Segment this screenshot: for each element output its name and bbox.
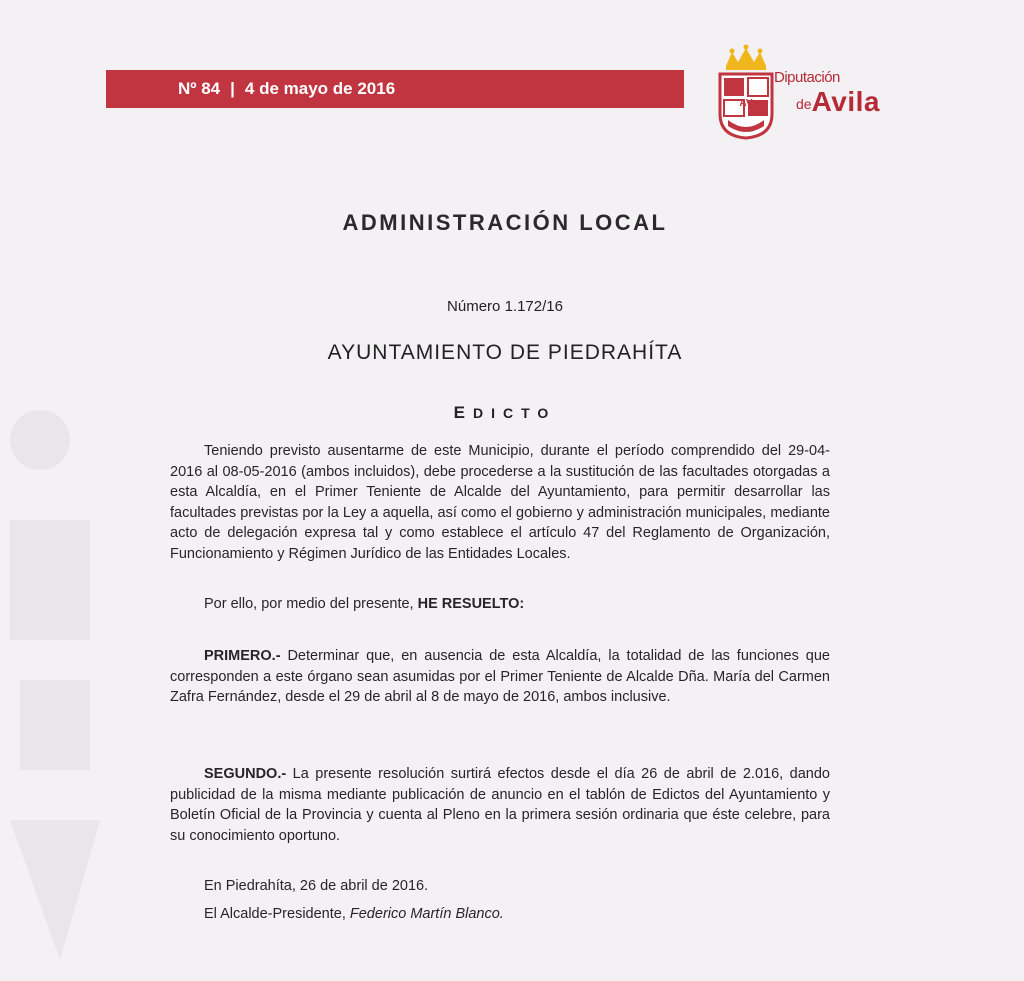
paragraph-primero <box>170 646 830 708</box>
primero-text: Determinar que, en ausencia de esta Alcaldía, la totalidad de las funciones que corresponden a este órgano sean asumidas por el Primer Teniente de Alcalde Dña. María del Carmen Zafra Fernández, desde el 29 de abril al 8 de mayo de 2016, ambos inclusive. <box>170 648 830 705</box>
paragraph-segundo <box>170 764 830 846</box>
edicto-rest: DICTO <box>473 405 557 421</box>
place-date-text: En Piedrahíta, 26 de abril de 2016. <box>204 878 429 894</box>
section-title: ADMINISTRACIÓN LOCAL <box>342 210 668 235</box>
signer-role: El Alcalde-Presidente, <box>204 906 350 922</box>
header-separator: | <box>230 79 235 98</box>
shield-letters: AV <box>739 98 753 109</box>
logo-de: de <box>796 96 812 112</box>
issue-number: Nº 84 <box>178 79 221 98</box>
primero-label: PRIMERO.- <box>204 648 281 664</box>
watermark-shield <box>0 380 120 980</box>
logo-wordmark <box>774 70 880 118</box>
resolution-keyword: HE RESUELTO: <box>417 596 525 612</box>
segundo-text: La presente resolución surtirá efectos desde el día 26 de abril de 2.016, dando publicidad de la misma mediante publicación de anuncio en el tablón de Edictos del Ayuntamiento y Boletín Oficial de la Provincia y cuenta al Pleno en la primera sesión ordinaria que éste celebre, para su conocimiento oportuno. <box>170 766 830 844</box>
place-and-date <box>170 876 830 897</box>
segundo-label: SEGUNDO.- <box>204 766 287 782</box>
announcement-number: Número 1.172/16 <box>447 298 563 315</box>
paragraph-resolution <box>170 594 830 615</box>
logo-line1: Diputación <box>774 69 840 86</box>
signer-name: Federico Martín Blanco. <box>349 906 504 922</box>
logo-avila: Avila <box>811 86 880 117</box>
issuing-entity: AYUNTAMIENTO DE PIEDRAHÍTA <box>327 341 683 364</box>
document-type-heading <box>0 403 1010 423</box>
intro-text: Teniendo previsto ausentarme de este Municipio, durante el período comprendido del 29-04-2016 al 08-05-2016 (ambos incluidos), debe procederse a la sustitución de las facultades otorgadas a esta Alcaldía, en el Primer Teniente de Alcalde del Ayuntamiento, para permitir desarrollar las facultades previstas por la Ley a aquella, así como el gobierno y administración municipales, mediante acto de delegación expresa tal y como establece el artículo 47 del Reglamento de Organización, Funcionamiento y Régimen Jurídico de las Entidades Locales. <box>170 443 830 562</box>
signature-line <box>170 904 830 925</box>
issue-header-bar <box>106 70 684 108</box>
paragraph-intro <box>170 441 830 564</box>
edicto-initial: E <box>453 403 474 422</box>
resolution-lead: Por ello, por medio del presente, <box>204 596 418 612</box>
issue-date: 4 de mayo de 2016 <box>244 79 396 98</box>
